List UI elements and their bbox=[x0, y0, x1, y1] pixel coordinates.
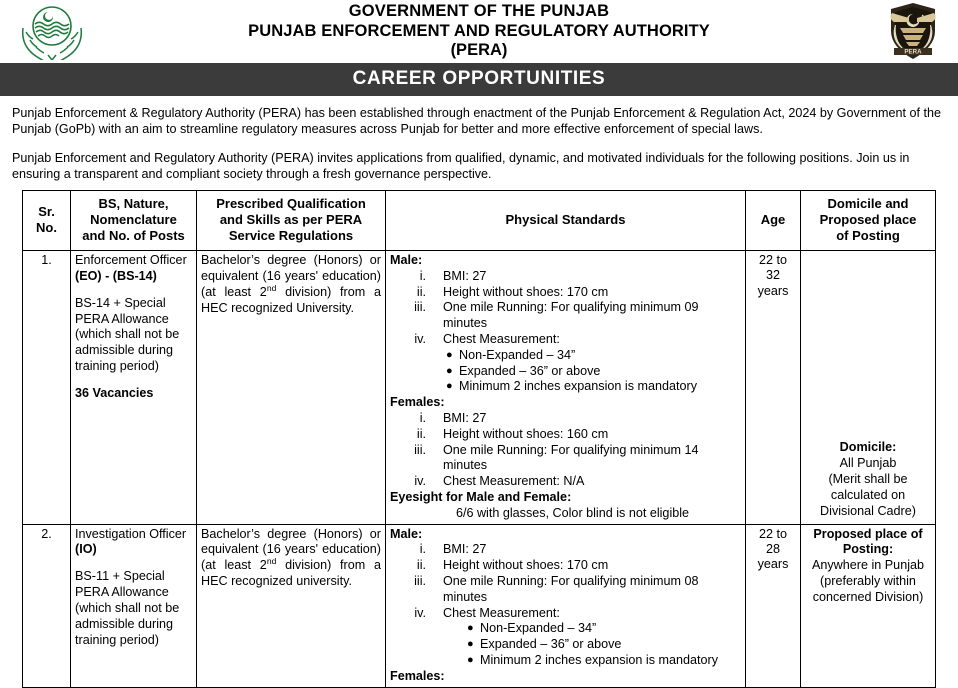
list-item bbox=[390, 300, 741, 332]
post-pay-note: BS-14 + Special PERA Allowance (which shall not be admissible during training period) bbox=[75, 295, 180, 374]
header-title-block bbox=[248, 2, 710, 60]
item-text: BMI: 27 bbox=[443, 268, 487, 283]
eyesight-value: 6/6 with glasses, Color blind is not eligible bbox=[455, 505, 690, 520]
item-numeral: iii. bbox=[414, 573, 426, 588]
column-header-domicile bbox=[801, 191, 936, 251]
positions-table-wrapper bbox=[0, 190, 958, 687]
row-serial-number: 1. bbox=[23, 251, 71, 525]
list-item bbox=[390, 653, 741, 669]
positions-table bbox=[22, 190, 936, 687]
qual-header-line-1: Prescribed Qualification bbox=[216, 196, 366, 212]
list-item bbox=[390, 574, 741, 606]
svg-text:PERA: PERA bbox=[904, 48, 922, 56]
list-item bbox=[390, 332, 741, 348]
spacer bbox=[75, 558, 192, 569]
post-header-line-2: Nomenclature bbox=[90, 212, 177, 228]
list-item bbox=[390, 348, 741, 364]
list-item bbox=[390, 379, 741, 395]
item-text: Non-Expanded – 34” bbox=[480, 621, 597, 636]
post-grade: (BS-14) bbox=[112, 268, 157, 283]
qualification-text-post: division) from a HEC recognized University. bbox=[201, 284, 381, 315]
page-header bbox=[0, 0, 958, 63]
qualification-text-pre: Bachelor’s degree (Honors) or equivalent (16 years' education) (at least 2 bbox=[201, 253, 381, 299]
bullet-icon: ● bbox=[446, 380, 453, 393]
intro-paragraph-2: Punjab Enforcement and Regulatory Authority (PERA) invites applications from qualified, dynamic, and motivated individuals for the following positions. Join us in ensuring a transparent and compliant society through a fresh governance perspective. bbox=[12, 150, 910, 182]
female-standards-label: Females: bbox=[390, 668, 445, 683]
bullet-icon: ● bbox=[467, 638, 474, 651]
item-numeral: i. bbox=[419, 410, 426, 425]
list-item bbox=[390, 621, 741, 637]
item-numeral: ii. bbox=[416, 284, 426, 299]
posting-line-1: Anywhere in Punjab bbox=[811, 558, 924, 573]
item-numeral: i. bbox=[419, 268, 426, 283]
bullet-icon: ● bbox=[446, 348, 453, 361]
item-text: BMI: 27 bbox=[443, 542, 487, 557]
domicile-header-line-2: Proposed place bbox=[819, 212, 917, 228]
row-physical-standards bbox=[386, 524, 746, 687]
item-numeral: ii. bbox=[416, 558, 426, 573]
column-header-post bbox=[71, 191, 197, 251]
row-domicile bbox=[801, 251, 936, 525]
list-item bbox=[390, 285, 741, 301]
list-item bbox=[390, 474, 741, 490]
punjab-government-emblem-icon bbox=[10, 2, 94, 60]
qualification-text-pre: Bachelor’s degree (Honors) or equivalent (16 years' education) (at least 2 bbox=[201, 526, 381, 573]
item-text: Height without shoes: 160 cm bbox=[443, 426, 609, 441]
posting-line-2: (preferably within bbox=[820, 574, 916, 589]
age-line-1: 22 to bbox=[758, 253, 787, 268]
post-grade: (IO) bbox=[75, 542, 97, 557]
post-abbreviation: (EO) - bbox=[75, 268, 113, 283]
sr-no-line-1: Sr. bbox=[38, 204, 55, 220]
age-line-3: years bbox=[757, 557, 789, 572]
row-post-details bbox=[71, 524, 197, 687]
row-posting-place bbox=[801, 524, 936, 687]
male-chest-bullets bbox=[390, 348, 741, 395]
post-header-line-3: and No. of Posts bbox=[82, 228, 185, 244]
bullet-icon: ● bbox=[467, 622, 474, 635]
spacer bbox=[75, 285, 192, 296]
sr-no-line-2: No. bbox=[36, 220, 57, 236]
row-qualification bbox=[197, 251, 386, 525]
item-text: Chest Measurement: N/A bbox=[443, 474, 585, 489]
item-text: Minimum 2 inches expansion is mandatory bbox=[459, 379, 697, 394]
list-item bbox=[390, 364, 741, 380]
item-text: One mile Running: For qualifying minimum 09 minutes bbox=[443, 300, 699, 331]
bullet-icon: ● bbox=[467, 653, 474, 666]
domicile-header-line-3: of Posting bbox=[836, 228, 900, 244]
post-header-line-1: BS, Nature, bbox=[98, 196, 169, 212]
item-numeral: iv. bbox=[414, 474, 426, 489]
male-standards-label: Male: bbox=[390, 526, 423, 541]
item-text: One mile Running: For qualifying minimum 08 minutes bbox=[443, 573, 699, 604]
posting-title-line-2: Posting: bbox=[842, 542, 894, 557]
spacer bbox=[75, 375, 192, 386]
domicile-line-3: calculated on bbox=[830, 487, 906, 502]
introduction-section bbox=[0, 96, 958, 190]
item-numeral: iv. bbox=[414, 332, 426, 346]
age-line-2: 28 bbox=[765, 541, 780, 556]
posting-title-line-1: Proposed place of bbox=[813, 526, 923, 541]
row-serial-number: 2. bbox=[23, 524, 71, 687]
item-text: Expanded – 36” or above bbox=[480, 637, 622, 652]
domicile-line-4: Divisional Cadre) bbox=[820, 503, 916, 518]
male-standards-list bbox=[390, 542, 741, 621]
pera-shield-crest-icon bbox=[882, 1, 944, 63]
row-age-limit bbox=[746, 524, 801, 687]
list-item bbox=[390, 411, 741, 427]
table-header-row bbox=[23, 191, 936, 251]
domicile-title: Domicile: bbox=[839, 440, 897, 455]
post-title: Enforcement Officer bbox=[75, 253, 187, 268]
domicile-header-line-1: Domicile and bbox=[827, 196, 909, 212]
item-numeral: iv. bbox=[414, 605, 426, 620]
item-text: Chest Measurement: bbox=[443, 332, 560, 346]
qualification-ordinal-suffix: nd bbox=[266, 556, 277, 567]
career-opportunities-banner: CAREER OPPORTUNITIES bbox=[0, 63, 958, 96]
qual-header-line-2: and Skills as per PERA bbox=[219, 212, 363, 228]
qualification-ordinal-suffix: nd bbox=[266, 282, 277, 293]
column-header-qualification bbox=[197, 191, 386, 251]
row-age-limit bbox=[746, 251, 801, 525]
item-text: BMI: 27 bbox=[443, 410, 487, 425]
post-grade-line bbox=[75, 269, 192, 285]
age-line-2: 32 bbox=[765, 268, 780, 283]
female-standards-label: Females: bbox=[390, 395, 445, 410]
list-item bbox=[390, 269, 741, 285]
list-item bbox=[390, 637, 741, 653]
male-standards-list bbox=[390, 269, 741, 348]
item-text: One mile Running: For qualifying minimum 14 minutes bbox=[443, 442, 699, 473]
male-standards-label: Male: bbox=[390, 253, 423, 268]
intro-paragraph-1: Punjab Enforcement & Regulatory Authority (PERA) has been established through enactment of the Punjab Enforcement & Regulation Act, 2024 by Government of the Punjab (GoPb) with an aim to streamline regulatory measures across Punjab for better and more effective enforcement of special laws. bbox=[12, 106, 941, 137]
row-physical-standards bbox=[386, 251, 746, 525]
list-item bbox=[390, 542, 741, 558]
bullet-icon: ● bbox=[446, 364, 453, 377]
row-qualification bbox=[197, 524, 386, 687]
item-text: Height without shoes: 170 cm bbox=[443, 558, 609, 573]
male-chest-bullets bbox=[390, 621, 741, 668]
post-pay-note: BS-11 + Special PERA Allowance (which shall not be admissible during training period) bbox=[75, 569, 180, 647]
item-numeral: i. bbox=[419, 542, 426, 557]
column-header-sr-no bbox=[23, 191, 71, 251]
authority-abbreviation: (PERA) bbox=[450, 41, 508, 60]
posting-line-3: concerned Division) bbox=[812, 590, 924, 604]
domicile-line-1: All Punjab bbox=[839, 456, 897, 471]
list-item bbox=[390, 427, 741, 443]
authority-title: PUNJAB ENFORCEMENT AND REGULATORY AUTHORITY bbox=[248, 21, 710, 40]
domicile-line-2: (Merit shall be bbox=[828, 471, 908, 486]
item-text: Minimum 2 inches expansion is mandatory bbox=[480, 652, 718, 667]
item-text: Height without shoes: 170 cm bbox=[443, 284, 609, 299]
table-row bbox=[23, 524, 936, 687]
qual-header-line-3: Service Regulations bbox=[228, 228, 354, 244]
post-title: Investigation Officer bbox=[75, 526, 187, 541]
age-line-1: 22 to bbox=[758, 526, 787, 541]
column-header-physical-standards: Physical Standards bbox=[386, 191, 746, 251]
item-text: Expanded – 36” or above bbox=[459, 363, 601, 378]
item-numeral: iii. bbox=[414, 300, 426, 315]
item-text: Non-Expanded – 34” bbox=[459, 347, 576, 362]
table-row bbox=[23, 251, 936, 525]
column-header-age: Age bbox=[746, 191, 801, 251]
qualification-text-post: division) from a HEC recognized university. bbox=[201, 558, 381, 589]
eyesight-label: Eyesight for Male and Female: bbox=[390, 489, 572, 504]
female-standards-list bbox=[390, 411, 741, 490]
item-text: Chest Measurement: bbox=[443, 605, 560, 620]
list-item bbox=[390, 606, 741, 622]
item-numeral: iii. bbox=[414, 442, 426, 457]
post-vacancies: 36 Vacancies bbox=[75, 386, 154, 401]
government-title: GOVERNMENT OF THE PUNJAB bbox=[348, 2, 610, 21]
list-item bbox=[390, 443, 741, 475]
item-numeral: ii. bbox=[416, 426, 426, 441]
row-post-details bbox=[71, 251, 197, 525]
age-line-3: years bbox=[757, 283, 789, 298]
